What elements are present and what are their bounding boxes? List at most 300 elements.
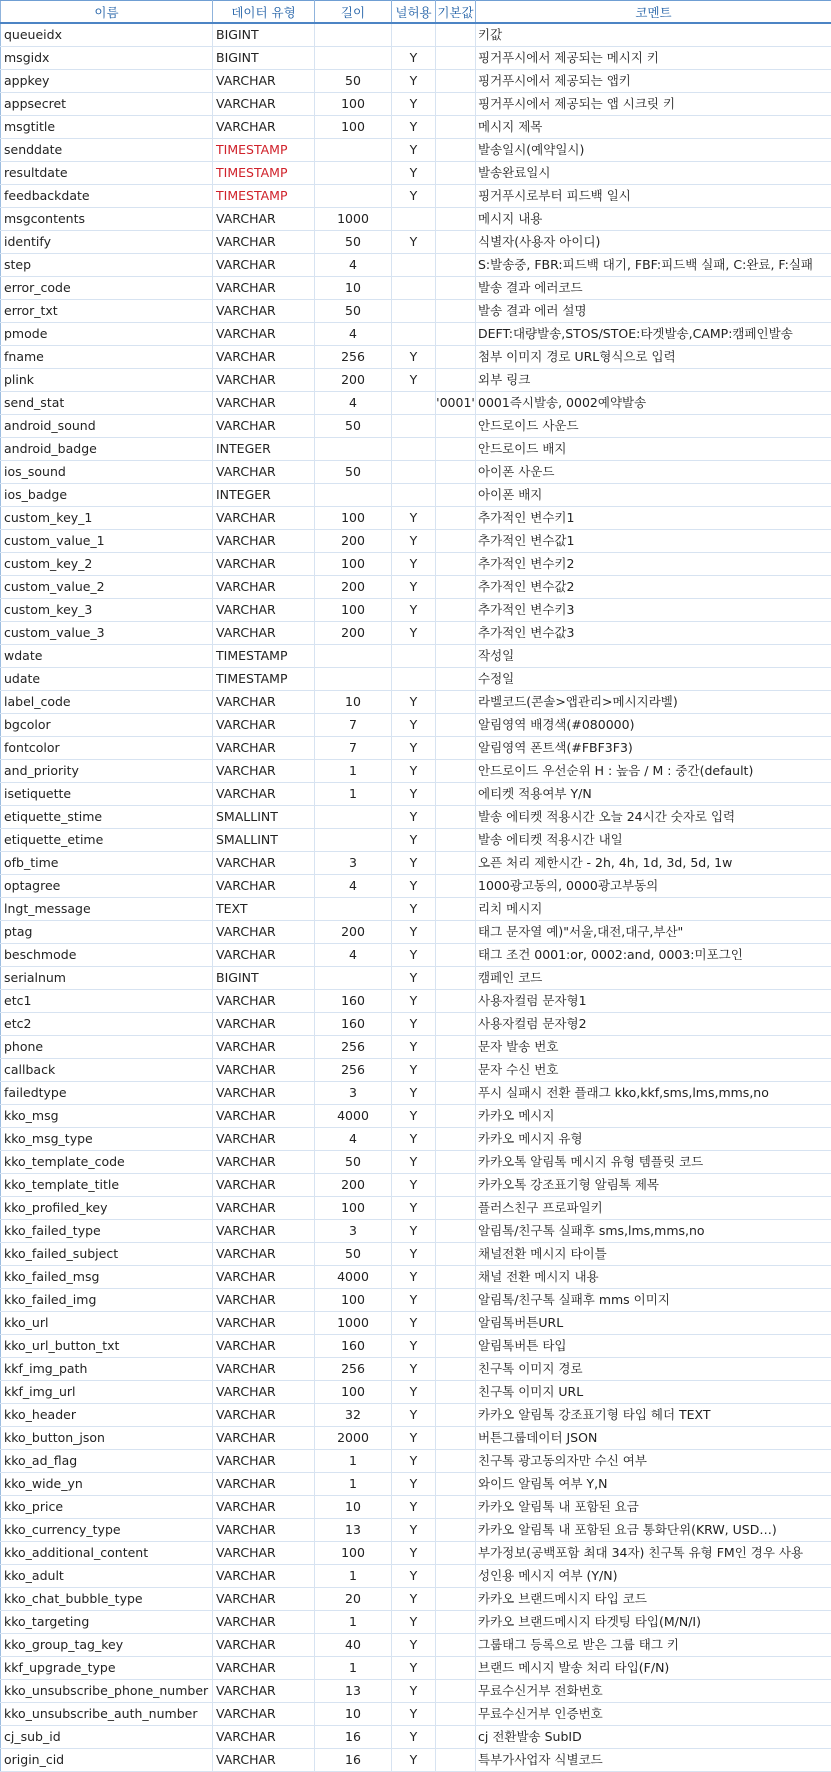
comment-cell: 카카오 브랜드메시지 타입 코드 <box>476 1588 831 1611</box>
comment-cell: 푸시 실패시 전환 플래그 kko,kkf,sms,lms,mms,no <box>476 1082 831 1105</box>
comment-cell: 안드로이드 배지 <box>476 438 831 461</box>
column-name-cell: wdate <box>1 645 213 668</box>
table-row <box>1 1588 831 1611</box>
data-type-cell: VARCHAR <box>213 1726 315 1749</box>
length-cell: 256 <box>315 346 392 369</box>
column-name-cell: kko_template_title <box>1 1174 213 1197</box>
comment-cell: 채널 전환 메시지 내용 <box>476 1266 831 1289</box>
data-type-cell: VARCHAR <box>213 1611 315 1634</box>
column-name-cell: kko_price <box>1 1496 213 1519</box>
default-value-cell <box>436 1473 476 1496</box>
default-value-cell <box>436 23 476 47</box>
default-value-cell <box>436 507 476 530</box>
comment-cell: 와이드 알림톡 여부 Y,N <box>476 1473 831 1496</box>
length-cell: 4 <box>315 392 392 415</box>
data-type-cell: TEXT <box>213 898 315 921</box>
default-value-cell <box>436 1358 476 1381</box>
default-value-cell <box>436 875 476 898</box>
column-header-type: 데이터 유형 <box>213 1 315 24</box>
column-name-cell: custom_value_1 <box>1 530 213 553</box>
comment-cell: 사용자컬럼 문자형2 <box>476 1013 831 1036</box>
column-name-cell: kko_button_json <box>1 1427 213 1450</box>
table-row <box>1 668 831 691</box>
comment-cell: 발송 에티켓 적용시간 내일 <box>476 829 831 852</box>
column-name-cell: and_priority <box>1 760 213 783</box>
table-row <box>1 714 831 737</box>
length-cell: 4 <box>315 875 392 898</box>
column-name-cell: custom_key_1 <box>1 507 213 530</box>
table-row <box>1 967 831 990</box>
table-row <box>1 1128 831 1151</box>
length-cell: 160 <box>315 990 392 1013</box>
table-row <box>1 1059 831 1082</box>
column-header-length: 길이 <box>315 1 392 24</box>
nullable-cell: Y <box>392 599 436 622</box>
table-row <box>1 116 831 139</box>
nullable-cell: Y <box>392 1358 436 1381</box>
comment-cell: 첨부 이미지 경로 URL형식으로 입력 <box>476 346 831 369</box>
default-value-cell <box>436 1128 476 1151</box>
comment-cell: 추가적인 변수키1 <box>476 507 831 530</box>
column-name-cell: kko_adult <box>1 1565 213 1588</box>
column-name-cell: appkey <box>1 70 213 93</box>
nullable-cell: Y <box>392 1013 436 1036</box>
default-value-cell <box>436 231 476 254</box>
nullable-cell: Y <box>392 553 436 576</box>
default-value-cell <box>436 622 476 645</box>
nullable-cell: Y <box>392 806 436 829</box>
default-value-cell <box>436 1013 476 1036</box>
column-name-cell: failedtype <box>1 1082 213 1105</box>
length-cell: 100 <box>315 1197 392 1220</box>
default-value-cell <box>436 70 476 93</box>
column-name-cell: kko_header <box>1 1404 213 1427</box>
length-cell: 200 <box>315 622 392 645</box>
nullable-cell: Y <box>392 967 436 990</box>
comment-cell: 무료수신거부 인증번호 <box>476 1703 831 1726</box>
nullable-cell: Y <box>392 369 436 392</box>
length-cell <box>315 967 392 990</box>
table-row <box>1 392 831 415</box>
column-name-cell: kkf_upgrade_type <box>1 1657 213 1680</box>
nullable-cell <box>392 415 436 438</box>
default-value-cell <box>436 852 476 875</box>
table-row <box>1 438 831 461</box>
data-type-cell: BIGINT <box>213 967 315 990</box>
column-name-cell: optagree <box>1 875 213 898</box>
data-type-cell: VARCHAR <box>213 116 315 139</box>
default-value-cell <box>436 944 476 967</box>
table-row <box>1 1749 831 1772</box>
nullable-cell <box>392 438 436 461</box>
length-cell: 3 <box>315 1082 392 1105</box>
length-cell: 100 <box>315 599 392 622</box>
nullable-cell: Y <box>392 1197 436 1220</box>
default-value-cell <box>436 93 476 116</box>
default-value-cell <box>436 1519 476 1542</box>
default-value-cell <box>436 1680 476 1703</box>
comment-cell: 플러스친구 프로파일키 <box>476 1197 831 1220</box>
length-cell: 100 <box>315 1381 392 1404</box>
length-cell: 3 <box>315 852 392 875</box>
length-cell <box>315 668 392 691</box>
default-value-cell <box>436 1450 476 1473</box>
comment-cell: 안드로이드 우선순위 H : 높음 / M : 중간(default) <box>476 760 831 783</box>
comment-cell: 메시지 내용 <box>476 208 831 231</box>
nullable-cell: Y <box>392 1473 436 1496</box>
comment-cell: 발송일시(예약일시) <box>476 139 831 162</box>
column-header-comment: 코멘트 <box>476 1 831 24</box>
comment-cell: 작성일 <box>476 645 831 668</box>
length-cell: 100 <box>315 1542 392 1565</box>
length-cell: 3 <box>315 1220 392 1243</box>
default-value-cell <box>436 461 476 484</box>
length-cell: 40 <box>315 1634 392 1657</box>
nullable-cell: Y <box>392 1703 436 1726</box>
length-cell: 2000 <box>315 1427 392 1450</box>
column-name-cell: etc2 <box>1 1013 213 1036</box>
nullable-cell <box>392 323 436 346</box>
length-cell: 7 <box>315 714 392 737</box>
length-cell: 1 <box>315 1473 392 1496</box>
default-value-cell <box>436 1312 476 1335</box>
default-value-cell <box>436 645 476 668</box>
length-cell: 50 <box>315 461 392 484</box>
nullable-cell: Y <box>392 162 436 185</box>
data-type-cell: INTEGER <box>213 484 315 507</box>
column-name-cell: kko_chat_bubble_type <box>1 1588 213 1611</box>
comment-cell: 키값 <box>476 23 831 47</box>
default-value-cell <box>436 1036 476 1059</box>
data-type-cell: VARCHAR <box>213 783 315 806</box>
column-name-cell: kko_wide_yn <box>1 1473 213 1496</box>
length-cell: 100 <box>315 116 392 139</box>
data-type-cell: VARCHAR <box>213 921 315 944</box>
nullable-cell: Y <box>392 783 436 806</box>
comment-cell: 발송 결과 에러 설명 <box>476 300 831 323</box>
comment-cell: 카카오 메시지 유형 <box>476 1128 831 1151</box>
data-type-cell: VARCHAR <box>213 1082 315 1105</box>
default-value-cell <box>436 760 476 783</box>
nullable-cell <box>392 668 436 691</box>
comment-cell: 수정일 <box>476 668 831 691</box>
data-type-cell: VARCHAR <box>213 737 315 760</box>
length-cell <box>315 484 392 507</box>
default-value-cell <box>436 1542 476 1565</box>
table-row <box>1 576 831 599</box>
nullable-cell: Y <box>392 1289 436 1312</box>
default-value-cell <box>436 783 476 806</box>
nullable-cell: Y <box>392 1450 436 1473</box>
default-value-cell <box>436 691 476 714</box>
length-cell: 10 <box>315 1703 392 1726</box>
column-name-cell: kkf_img_url <box>1 1381 213 1404</box>
nullable-cell: Y <box>392 990 436 1013</box>
comment-cell: cj 전환발송 SubID <box>476 1726 831 1749</box>
data-type-cell: VARCHAR <box>213 691 315 714</box>
length-cell: 100 <box>315 1289 392 1312</box>
data-type-cell: VARCHAR <box>213 1427 315 1450</box>
data-type-cell: VARCHAR <box>213 1105 315 1128</box>
length-cell: 1 <box>315 760 392 783</box>
data-type-cell: VARCHAR <box>213 530 315 553</box>
column-name-cell: msgtitle <box>1 116 213 139</box>
length-cell: 200 <box>315 576 392 599</box>
data-type-cell: TIMESTAMP <box>213 185 315 208</box>
table-row <box>1 507 831 530</box>
column-name-cell: etiquette_stime <box>1 806 213 829</box>
length-cell: 256 <box>315 1358 392 1381</box>
nullable-cell: Y <box>392 1634 436 1657</box>
default-value-cell <box>436 806 476 829</box>
length-cell: 7 <box>315 737 392 760</box>
table-row <box>1 1381 831 1404</box>
column-name-cell: phone <box>1 1036 213 1059</box>
nullable-cell: Y <box>392 530 436 553</box>
column-name-cell: etiquette_etime <box>1 829 213 852</box>
length-cell: 200 <box>315 530 392 553</box>
table-row <box>1 162 831 185</box>
comment-cell: 추가적인 변수값2 <box>476 576 831 599</box>
nullable-cell: Y <box>392 1128 436 1151</box>
data-type-cell: VARCHAR <box>213 990 315 1013</box>
column-name-cell: msgcontents <box>1 208 213 231</box>
data-type-cell: VARCHAR <box>213 1404 315 1427</box>
comment-cell: 알림톡/친구톡 실패후 sms,lms,mms,no <box>476 1220 831 1243</box>
default-value-cell <box>436 162 476 185</box>
data-type-cell: VARCHAR <box>213 1335 315 1358</box>
default-value-cell <box>436 576 476 599</box>
table-row <box>1 1013 831 1036</box>
length-cell: 32 <box>315 1404 392 1427</box>
table-row <box>1 139 831 162</box>
data-type-cell: VARCHAR <box>213 1381 315 1404</box>
table-row <box>1 990 831 1013</box>
comment-cell: S:발송중, FBR:피드백 대기, FBF:피드백 실패, C:완료, F:실패 <box>476 254 831 277</box>
nullable-cell <box>392 461 436 484</box>
comment-cell: 그룹태그 등록으로 받은 그룹 태그 키 <box>476 1634 831 1657</box>
default-value-cell <box>436 714 476 737</box>
default-value-cell <box>436 346 476 369</box>
column-name-cell: custom_key_2 <box>1 553 213 576</box>
table-row <box>1 93 831 116</box>
default-value-cell <box>436 1151 476 1174</box>
nullable-cell: Y <box>392 1496 436 1519</box>
table-row <box>1 277 831 300</box>
default-value-cell <box>436 1657 476 1680</box>
length-cell <box>315 829 392 852</box>
table-row <box>1 553 831 576</box>
column-name-cell: error_code <box>1 277 213 300</box>
length-cell: 100 <box>315 93 392 116</box>
column-name-cell: resultdate <box>1 162 213 185</box>
data-type-cell: VARCHAR <box>213 1519 315 1542</box>
comment-cell: 알림영역 폰트색(#FBF3F3) <box>476 737 831 760</box>
column-name-cell: ofb_time <box>1 852 213 875</box>
data-type-cell: VARCHAR <box>213 1542 315 1565</box>
default-value-cell <box>436 1496 476 1519</box>
length-cell: 4000 <box>315 1105 392 1128</box>
default-value-cell <box>436 668 476 691</box>
comment-cell: 추가적인 변수키3 <box>476 599 831 622</box>
table-row <box>1 829 831 852</box>
data-type-cell: VARCHAR <box>213 1151 315 1174</box>
nullable-cell: Y <box>392 1381 436 1404</box>
data-type-cell: TIMESTAMP <box>213 668 315 691</box>
data-type-cell: VARCHAR <box>213 415 315 438</box>
nullable-cell: Y <box>392 1657 436 1680</box>
column-name-cell: callback <box>1 1059 213 1082</box>
column-name-cell: step <box>1 254 213 277</box>
table-row <box>1 254 831 277</box>
column-name-cell: plink <box>1 369 213 392</box>
length-cell <box>315 162 392 185</box>
default-value-cell <box>436 1105 476 1128</box>
comment-cell: 카카오 브랜드메시지 타겟팅 타입(M/N/I) <box>476 1611 831 1634</box>
table-row <box>1 1680 831 1703</box>
comment-cell: 식별자(사용자 아이디) <box>476 231 831 254</box>
table-row <box>1 898 831 921</box>
default-value-cell <box>436 1266 476 1289</box>
table-row <box>1 231 831 254</box>
comment-cell: 문자 발송 번호 <box>476 1036 831 1059</box>
schema-table-body <box>1 23 831 1772</box>
table-row <box>1 484 831 507</box>
nullable-cell: Y <box>392 93 436 116</box>
comment-cell: 추가적인 변수값3 <box>476 622 831 645</box>
data-type-cell: VARCHAR <box>213 70 315 93</box>
data-type-cell: VARCHAR <box>213 1036 315 1059</box>
column-name-cell: send_stat <box>1 392 213 415</box>
column-name-cell: custom_key_3 <box>1 599 213 622</box>
default-value-cell <box>436 277 476 300</box>
column-name-cell: queueidx <box>1 23 213 47</box>
column-name-cell: kko_url_button_txt <box>1 1335 213 1358</box>
nullable-cell: Y <box>392 1105 436 1128</box>
length-cell: 200 <box>315 1174 392 1197</box>
comment-cell: 추가적인 변수값1 <box>476 530 831 553</box>
default-value-cell <box>436 1381 476 1404</box>
table-row <box>1 1542 831 1565</box>
default-value-cell <box>436 829 476 852</box>
length-cell: 10 <box>315 691 392 714</box>
comment-cell: 아이폰 사운드 <box>476 461 831 484</box>
column-name-cell: kko_unsubscribe_auth_number <box>1 1703 213 1726</box>
data-type-cell: VARCHAR <box>213 875 315 898</box>
length-cell: 50 <box>315 231 392 254</box>
nullable-cell <box>392 23 436 47</box>
length-cell: 13 <box>315 1680 392 1703</box>
nullable-cell <box>392 392 436 415</box>
length-cell: 1 <box>315 783 392 806</box>
column-name-cell: kko_profiled_key <box>1 1197 213 1220</box>
table-row <box>1 645 831 668</box>
data-type-cell: VARCHAR <box>213 1588 315 1611</box>
column-name-cell: label_code <box>1 691 213 714</box>
default-value-cell <box>436 1197 476 1220</box>
column-name-cell: kko_template_code <box>1 1151 213 1174</box>
length-cell <box>315 645 392 668</box>
table-row <box>1 1450 831 1473</box>
length-cell: 50 <box>315 1151 392 1174</box>
length-cell: 4 <box>315 1128 392 1151</box>
data-type-cell: VARCHAR <box>213 1289 315 1312</box>
comment-cell: 브랜드 메시지 발송 처리 타입(F/N) <box>476 1657 831 1680</box>
data-type-cell: VARCHAR <box>213 93 315 116</box>
column-name-cell: ptag <box>1 921 213 944</box>
nullable-cell: Y <box>392 1151 436 1174</box>
default-value-cell <box>436 300 476 323</box>
length-cell: 200 <box>315 921 392 944</box>
table-row <box>1 1404 831 1427</box>
table-row <box>1 806 831 829</box>
table-row <box>1 622 831 645</box>
length-cell <box>315 806 392 829</box>
nullable-cell <box>392 208 436 231</box>
nullable-cell <box>392 254 436 277</box>
data-type-cell: BIGINT <box>213 47 315 70</box>
data-type-cell: SMALLINT <box>213 806 315 829</box>
comment-cell: 알림영역 배경색(#080000) <box>476 714 831 737</box>
table-row <box>1 1726 831 1749</box>
default-value-cell <box>436 898 476 921</box>
column-name-cell: msgidx <box>1 47 213 70</box>
column-name-cell: android_badge <box>1 438 213 461</box>
data-type-cell: TIMESTAMP <box>213 162 315 185</box>
column-name-cell: cj_sub_id <box>1 1726 213 1749</box>
table-row <box>1 737 831 760</box>
default-value-cell <box>436 921 476 944</box>
table-row <box>1 1197 831 1220</box>
column-name-cell: lngt_message <box>1 898 213 921</box>
column-name-cell: senddate <box>1 139 213 162</box>
data-type-cell: INTEGER <box>213 438 315 461</box>
nullable-cell: Y <box>392 737 436 760</box>
nullable-cell: Y <box>392 875 436 898</box>
length-cell: 1 <box>315 1611 392 1634</box>
length-cell: 4 <box>315 323 392 346</box>
comment-cell: 카카오 알림톡 강조표기형 타입 헤더 TEXT <box>476 1404 831 1427</box>
nullable-cell: Y <box>392 116 436 139</box>
table-row <box>1 1565 831 1588</box>
default-value-cell <box>436 323 476 346</box>
column-name-cell: serialnum <box>1 967 213 990</box>
length-cell: 4 <box>315 254 392 277</box>
default-value-cell <box>436 484 476 507</box>
length-cell: 160 <box>315 1335 392 1358</box>
column-name-cell: kko_additional_content <box>1 1542 213 1565</box>
column-name-cell: origin_cid <box>1 1749 213 1772</box>
length-cell: 1000 <box>315 1312 392 1335</box>
nullable-cell: Y <box>392 760 436 783</box>
data-type-cell: VARCHAR <box>213 1358 315 1381</box>
default-value-cell <box>436 1427 476 1450</box>
table-row <box>1 760 831 783</box>
nullable-cell: Y <box>392 1059 436 1082</box>
default-value-cell <box>436 1726 476 1749</box>
length-cell: 1 <box>315 1657 392 1680</box>
table-row <box>1 1174 831 1197</box>
length-cell: 13 <box>315 1519 392 1542</box>
nullable-cell: Y <box>392 1082 436 1105</box>
comment-cell: 버튼그룹데이터 JSON <box>476 1427 831 1450</box>
comment-cell: 카카오톡 강조표기형 알림톡 제목 <box>476 1174 831 1197</box>
default-value-cell <box>436 1174 476 1197</box>
default-value-cell <box>436 415 476 438</box>
nullable-cell: Y <box>392 507 436 530</box>
length-cell: 50 <box>315 1243 392 1266</box>
table-row <box>1 1611 831 1634</box>
